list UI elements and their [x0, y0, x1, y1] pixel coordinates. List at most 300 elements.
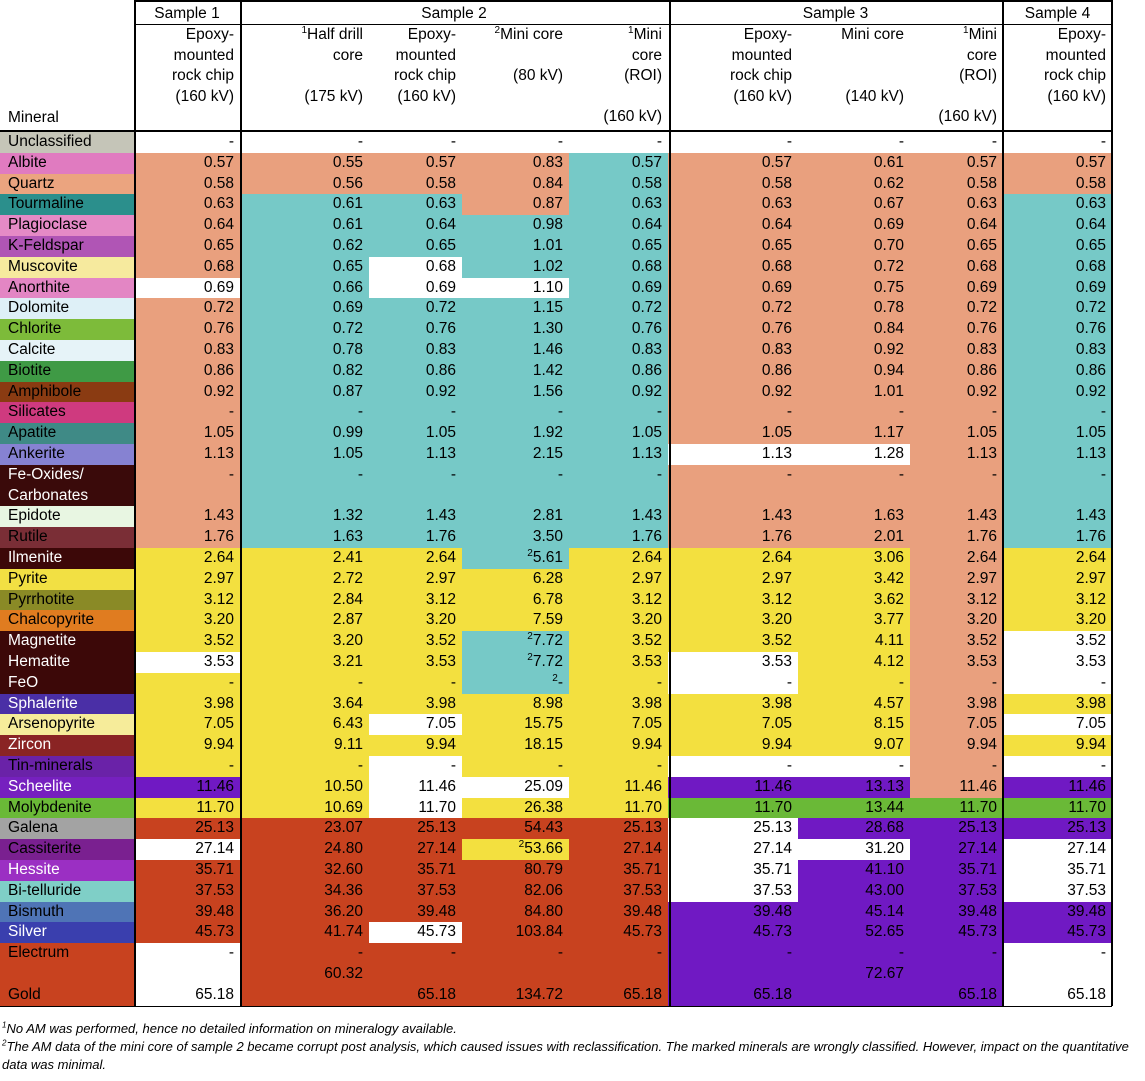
value-cell: 60.32: [240, 964, 369, 985]
value-cell: -: [569, 943, 668, 964]
value-cell: 65.18: [668, 985, 798, 1006]
value-cell: 3.12: [1003, 590, 1112, 611]
value-cell: 0.68: [1003, 257, 1112, 278]
value-cell: 3.12: [134, 590, 240, 611]
value-cell: 3.53: [134, 652, 240, 673]
value-cell: 0.68: [569, 257, 668, 278]
value-cell: -: [798, 756, 910, 777]
value-cell: 0.69: [910, 278, 1003, 299]
column-header-line: [462, 87, 563, 108]
value-cell: -: [240, 943, 369, 964]
value-cell: 23.07: [240, 818, 369, 839]
group-divider-0: [134, 0, 136, 1006]
value-cell: 1.43: [910, 506, 1003, 527]
value-cell: 0.83: [369, 340, 462, 361]
mineral-name: Silver: [0, 922, 134, 943]
value-cell: 65.18: [369, 985, 462, 1006]
value-cell: [569, 964, 668, 985]
value-cell: -: [134, 756, 240, 777]
value-cell: -: [668, 756, 798, 777]
value-cell: 0.63: [668, 194, 798, 215]
column-header-line: (160 kV): [397, 87, 456, 105]
mineral-name: Quartz: [0, 174, 134, 195]
value-cell: 45.73: [1003, 922, 1112, 943]
mineral-name: Anorthite: [0, 278, 134, 299]
value-cell: 72.67: [798, 964, 910, 985]
group-divider-1: [240, 0, 242, 1006]
value-cell: 25.13: [134, 818, 240, 839]
mineral-name: Unclassified: [0, 132, 134, 153]
value-cell: 9.94: [910, 735, 1003, 756]
value-cell: 1.43: [1003, 506, 1112, 527]
value-cell: 7.05: [668, 714, 798, 735]
column-header-line: Epoxy-: [407, 26, 456, 43]
value-cell: -: [798, 132, 910, 153]
value-cell: 37.53: [668, 881, 798, 902]
value-cell: 3.21: [240, 652, 369, 673]
column-header-line: (140 kV): [845, 87, 904, 105]
value-cell: [1003, 964, 1112, 985]
value-cell: 0.65: [569, 236, 668, 257]
value-cell: 1.05: [910, 423, 1003, 444]
value-cell: 0.57: [668, 153, 798, 174]
footnote-1: $^1$No AM was performed, hence no detailed information on mineralogy available.: [2, 1020, 457, 1036]
value-cell: 45.73: [369, 922, 462, 943]
value-cell: 2.64: [910, 548, 1003, 569]
value-cell: 1.05: [369, 423, 462, 444]
value-cell: 134.72: [462, 985, 569, 1006]
value-cell: 7.59: [462, 610, 569, 631]
column-header-line: (80 kV): [513, 67, 563, 84]
mineral-name: Pyrite: [0, 569, 134, 590]
value-cell: 32.60: [240, 860, 369, 881]
value-cell: 9.94: [369, 735, 462, 756]
mineral-name: Apatite: [0, 423, 134, 444]
column-header-3: [369, 25, 462, 130]
value-cell: 36.20: [240, 902, 369, 923]
value-cell: 0.69: [798, 215, 910, 236]
value-cell: -: [569, 756, 668, 777]
column-header-line: $^2$Mini core: [494, 25, 563, 43]
value-cell: 11.46: [569, 777, 668, 798]
value-cell: [134, 964, 240, 985]
value-cell: 0.65: [910, 236, 1003, 257]
value-cell: 3.50: [462, 527, 569, 548]
value-cell: 1.43: [369, 506, 462, 527]
value-cell: 37.53: [910, 881, 1003, 902]
value-cell: 0.66: [240, 278, 369, 299]
value-cell: 2.97: [910, 569, 1003, 590]
sample-header-2: Sample 2: [421, 5, 487, 22]
value-cell: 0.58: [134, 174, 240, 195]
header-separator: [0, 130, 1112, 132]
value-cell: -: [1003, 756, 1112, 777]
column-header-line: $^1$Mini: [628, 25, 662, 43]
value-cell: 0.58: [910, 174, 1003, 195]
value-cell: 45.73: [668, 922, 798, 943]
value-cell: 0.64: [369, 215, 462, 236]
value-cell: 1.92: [462, 423, 569, 444]
value-cell: 25.13: [369, 818, 462, 839]
value-cell: 0.98: [462, 215, 569, 236]
value-cell: 0.63: [569, 194, 668, 215]
value-cell: 18.15: [462, 735, 569, 756]
value-cell: 0.70: [798, 236, 910, 257]
value-cell: 25.13: [910, 818, 1003, 839]
value-cell: -: [462, 943, 569, 964]
value-cell: -: [1003, 402, 1112, 423]
value-cell: -: [668, 465, 798, 507]
value-cell: $^2$7.72: [462, 652, 569, 673]
value-cell: 0.86: [668, 361, 798, 382]
column-header-9: [1003, 25, 1112, 130]
value-cell: 41.74: [240, 922, 369, 943]
value-cell: 0.94: [798, 361, 910, 382]
value-cell: 1.43: [134, 506, 240, 527]
value-cell: 7.05: [569, 714, 668, 735]
column-header-line: Mini core: [841, 26, 904, 43]
value-cell: 3.20: [134, 610, 240, 631]
value-cell: -: [569, 673, 668, 694]
mineral-name: Bismuth: [0, 902, 134, 923]
value-cell: 11.70: [134, 798, 240, 819]
column-header-line: rock chip: [171, 67, 234, 84]
value-cell: 65.18: [134, 985, 240, 1006]
value-cell: 35.71: [1003, 860, 1112, 881]
value-cell: 0.83: [462, 153, 569, 174]
value-cell: 3.98: [134, 694, 240, 715]
value-cell: 6.43: [240, 714, 369, 735]
value-cell: 0.92: [668, 382, 798, 403]
value-cell: 2.64: [668, 548, 798, 569]
column-header-line: rock chip: [729, 67, 792, 84]
column-header-line: [240, 66, 363, 87]
mineral-name: Chlorite: [0, 319, 134, 340]
value-cell: 27.14: [1003, 839, 1112, 860]
value-cell: 0.62: [240, 236, 369, 257]
value-cell: 0.57: [134, 153, 240, 174]
value-cell: 1.01: [798, 382, 910, 403]
value-cell: 13.44: [798, 798, 910, 819]
column-header-line: mounted: [395, 46, 456, 64]
mineral-name: Cassiterite: [0, 839, 134, 860]
value-cell: 2.64: [369, 548, 462, 569]
mineral-name: [0, 964, 134, 985]
value-cell: -: [910, 402, 1003, 423]
value-cell: 35.71: [369, 860, 462, 881]
value-cell: 43.00: [798, 881, 910, 902]
value-cell: 0.64: [134, 215, 240, 236]
value-cell: 24.80: [240, 839, 369, 860]
value-cell: 1.76: [910, 527, 1003, 548]
sample-header-1: Sample 1: [154, 5, 220, 22]
value-cell: 0.78: [798, 298, 910, 319]
mineral-name: Pyrrhotite: [0, 590, 134, 611]
value-cell: 0.72: [910, 298, 1003, 319]
value-cell: -: [240, 402, 369, 423]
value-cell: 0.69: [240, 298, 369, 319]
value-cell: 65.18: [1003, 985, 1112, 1006]
value-cell: 39.48: [369, 902, 462, 923]
column-header-line: Epoxy-: [743, 26, 792, 43]
value-cell: 0.57: [910, 153, 1003, 174]
column-header-line: core: [332, 46, 363, 64]
value-cell: 3.42: [798, 569, 910, 590]
value-cell: 1.76: [134, 527, 240, 548]
value-cell: 3.98: [569, 694, 668, 715]
column-header-line: mounted: [1045, 46, 1106, 64]
value-cell: -: [569, 132, 668, 153]
value-cell: [462, 964, 569, 985]
value-cell: -: [910, 943, 1003, 964]
value-cell: 27.14: [668, 839, 798, 860]
value-cell: 0.72: [798, 257, 910, 278]
value-cell: [910, 964, 1003, 985]
value-cell: 0.61: [240, 194, 369, 215]
value-cell: -: [369, 673, 462, 694]
value-cell: 0.63: [910, 194, 1003, 215]
table-border-bottom: [0, 1006, 1112, 1008]
mineral-name: K-Feldspar: [0, 236, 134, 257]
value-cell: 11.46: [910, 777, 1003, 798]
value-cell: 35.71: [668, 860, 798, 881]
value-cell: 35.71: [569, 860, 668, 881]
value-cell: 11.70: [910, 798, 1003, 819]
value-cell: 82.06: [462, 881, 569, 902]
value-cell: 0.65: [1003, 236, 1112, 257]
value-cell: 0.68: [910, 257, 1003, 278]
value-cell: 3.12: [369, 590, 462, 611]
value-cell: 1.10: [462, 278, 569, 299]
column-header-line: mounted: [173, 46, 234, 64]
value-cell: -: [462, 465, 569, 507]
mineral-name: Chalcopyrite: [0, 610, 134, 631]
mineral-name: Sphalerite: [0, 694, 134, 715]
value-cell: 39.48: [668, 902, 798, 923]
value-cell: 2.97: [369, 569, 462, 590]
value-cell: 1.05: [668, 423, 798, 444]
value-cell: 4.11: [798, 631, 910, 652]
value-cell: 2.97: [569, 569, 668, 590]
mineral-name: Bi-telluride: [0, 881, 134, 902]
footnote-ref: 2: [527, 548, 533, 559]
value-cell: 0.76: [569, 319, 668, 340]
table-border-top: [134, 0, 1112, 2]
group-divider-4: [1111, 0, 1113, 1006]
footnote-ref: 2: [552, 672, 558, 684]
value-cell: 3.62: [798, 590, 910, 611]
value-cell: [369, 964, 462, 985]
value-cell: 0.86: [569, 361, 668, 382]
value-cell: 3.98: [668, 694, 798, 715]
value-cell: 3.06: [798, 548, 910, 569]
value-cell: 0.61: [798, 153, 910, 174]
mineral-name: Magnetite: [0, 631, 134, 652]
value-cell: 11.46: [1003, 777, 1112, 798]
mineral-name: Amphibole: [0, 382, 134, 403]
value-cell: 8.15: [798, 714, 910, 735]
value-cell: 0.65: [134, 236, 240, 257]
column-header-4: [462, 25, 569, 130]
value-cell: 31.20: [798, 839, 910, 860]
value-cell: 0.76: [668, 319, 798, 340]
value-cell: 3.52: [569, 631, 668, 652]
value-cell: 11.46: [668, 777, 798, 798]
value-cell: -: [1003, 673, 1112, 694]
value-cell: 4.57: [798, 694, 910, 715]
value-cell: 3.98: [910, 694, 1003, 715]
mineral-name: Tin-minerals: [0, 756, 134, 777]
value-cell: -: [240, 465, 369, 507]
value-cell: 0.58: [1003, 174, 1112, 195]
value-cell: 0.68: [668, 257, 798, 278]
value-cell: 3.20: [1003, 610, 1112, 631]
mineral-name: Arsenopyrite: [0, 714, 134, 735]
value-cell: 34.36: [240, 881, 369, 902]
value-cell: 0.86: [910, 361, 1003, 382]
column-header-line: Epoxy-: [1057, 26, 1106, 43]
value-cell: 9.94: [668, 735, 798, 756]
column-header-line: (ROI): [959, 67, 997, 84]
value-cell: 35.71: [910, 860, 1003, 881]
mineral-name: Silicates: [0, 402, 134, 423]
value-cell: 2.97: [1003, 569, 1112, 590]
value-cell: 28.68: [798, 818, 910, 839]
mineral-name: Hematite: [0, 652, 134, 673]
value-cell: 1.43: [668, 506, 798, 527]
value-cell: 10.50: [240, 777, 369, 798]
sample-header-3: Sample 3: [802, 5, 869, 22]
value-cell: -: [462, 756, 569, 777]
value-cell: 9.94: [569, 735, 668, 756]
value-cell: 27.14: [134, 839, 240, 860]
column-header-line: (160 kV): [733, 87, 792, 105]
value-cell: -: [668, 132, 798, 153]
value-cell: 41.10: [798, 860, 910, 881]
column-header-line: (160 kV): [603, 108, 662, 125]
value-cell: 0.69: [369, 278, 462, 299]
value-cell: 3.53: [369, 652, 462, 673]
mineral-name: Epidote: [0, 506, 134, 527]
value-cell: 1.76: [668, 527, 798, 548]
value-cell: 2.15: [462, 444, 569, 465]
value-cell: 3.52: [369, 631, 462, 652]
footnote-ref: 2: [527, 652, 533, 663]
value-cell: 1.13: [369, 444, 462, 465]
value-cell: 1.05: [134, 423, 240, 444]
column-header-line: mounted: [731, 46, 792, 64]
value-cell: 3.20: [910, 610, 1003, 631]
value-cell: 0.83: [134, 340, 240, 361]
value-cell: -: [910, 132, 1003, 153]
value-cell: 3.52: [1003, 631, 1112, 652]
value-cell: 45.14: [798, 902, 910, 923]
value-cell: 39.48: [569, 902, 668, 923]
value-cell: [462, 673, 569, 694]
value-cell: 1.05: [240, 444, 369, 465]
mineral-column-header: Mineral: [8, 109, 59, 126]
value-cell: 0.63: [369, 194, 462, 215]
value-cell: 8.98: [462, 694, 569, 715]
value-cell: 7.05: [910, 714, 1003, 735]
value-cell: -: [240, 756, 369, 777]
column-header-line: (175 kV): [304, 87, 363, 105]
value-cell: 1.17: [798, 423, 910, 444]
value-cell: 3.77: [798, 610, 910, 631]
column-header-line: $^1$Mini: [963, 25, 997, 43]
value-cell: 11.70: [569, 798, 668, 819]
value-cell: 3.52: [910, 631, 1003, 652]
value-cell: -: [668, 402, 798, 423]
value-cell: 11.70: [369, 798, 462, 819]
mineral-name: Gold: [0, 985, 134, 1006]
value-cell: 0.72: [134, 298, 240, 319]
column-header-line: rock chip: [393, 67, 456, 84]
column-header-line: Epoxy-: [185, 26, 234, 43]
value-cell: -: [134, 943, 240, 964]
value-cell: 0.72: [369, 298, 462, 319]
value-cell: 0.69: [134, 278, 240, 299]
value-cell: 0.64: [910, 215, 1003, 236]
footnote-ref: 2: [527, 631, 533, 643]
value-cell: 1.05: [569, 423, 668, 444]
value-cell: $^2$7.72: [462, 631, 569, 652]
footnotes: [2, 1020, 1145, 1074]
value-cell: -: [910, 756, 1003, 777]
value-cell: 45.73: [569, 922, 668, 943]
value-cell: 1.76: [369, 527, 462, 548]
value-cell: 1.43: [569, 506, 668, 527]
value-cell: -: [369, 943, 462, 964]
value-cell: 9.94: [1003, 735, 1112, 756]
mineral-name: Tourmaline: [0, 194, 134, 215]
value-cell: 6.78: [462, 590, 569, 611]
value-cell: 0.92: [910, 382, 1003, 403]
value-cell: 0.76: [134, 319, 240, 340]
value-cell: 0.84: [798, 319, 910, 340]
value-cell: 0.64: [668, 215, 798, 236]
value-cell: -: [798, 402, 910, 423]
value-cell: 0.82: [240, 361, 369, 382]
mineral-name: Muscovite: [0, 257, 134, 278]
value-cell: [240, 985, 369, 1006]
value-cell: 2.64: [134, 548, 240, 569]
value-cell: 0.63: [134, 194, 240, 215]
column-header-line: [910, 87, 997, 108]
value-cell: 1.13: [569, 444, 668, 465]
value-cell: 0.72: [1003, 298, 1112, 319]
value-cell: 0.92: [569, 382, 668, 403]
value-cell: 13.13: [798, 777, 910, 798]
value-cell: 1.63: [240, 527, 369, 548]
value-cell: 0.87: [240, 382, 369, 403]
mineral-name: Scheelite: [0, 777, 134, 798]
value-cell: 45.73: [134, 922, 240, 943]
column-header-line: (160 kV): [938, 108, 997, 125]
value-cell: 3.20: [369, 610, 462, 631]
value-cell: -: [910, 465, 1003, 507]
value-cell: 37.53: [1003, 881, 1112, 902]
footnote-ref: 2: [518, 839, 525, 851]
value-cell: 1.76: [569, 527, 668, 548]
value-cell: -: [910, 673, 1003, 694]
value-cell: 9.94: [134, 735, 240, 756]
value-cell: 1.56: [462, 382, 569, 403]
value-cell: 0.63: [1003, 194, 1112, 215]
value-cell: 2.41: [240, 548, 369, 569]
value-cell: 0.58: [569, 174, 668, 195]
column-header-line: core: [631, 46, 662, 64]
